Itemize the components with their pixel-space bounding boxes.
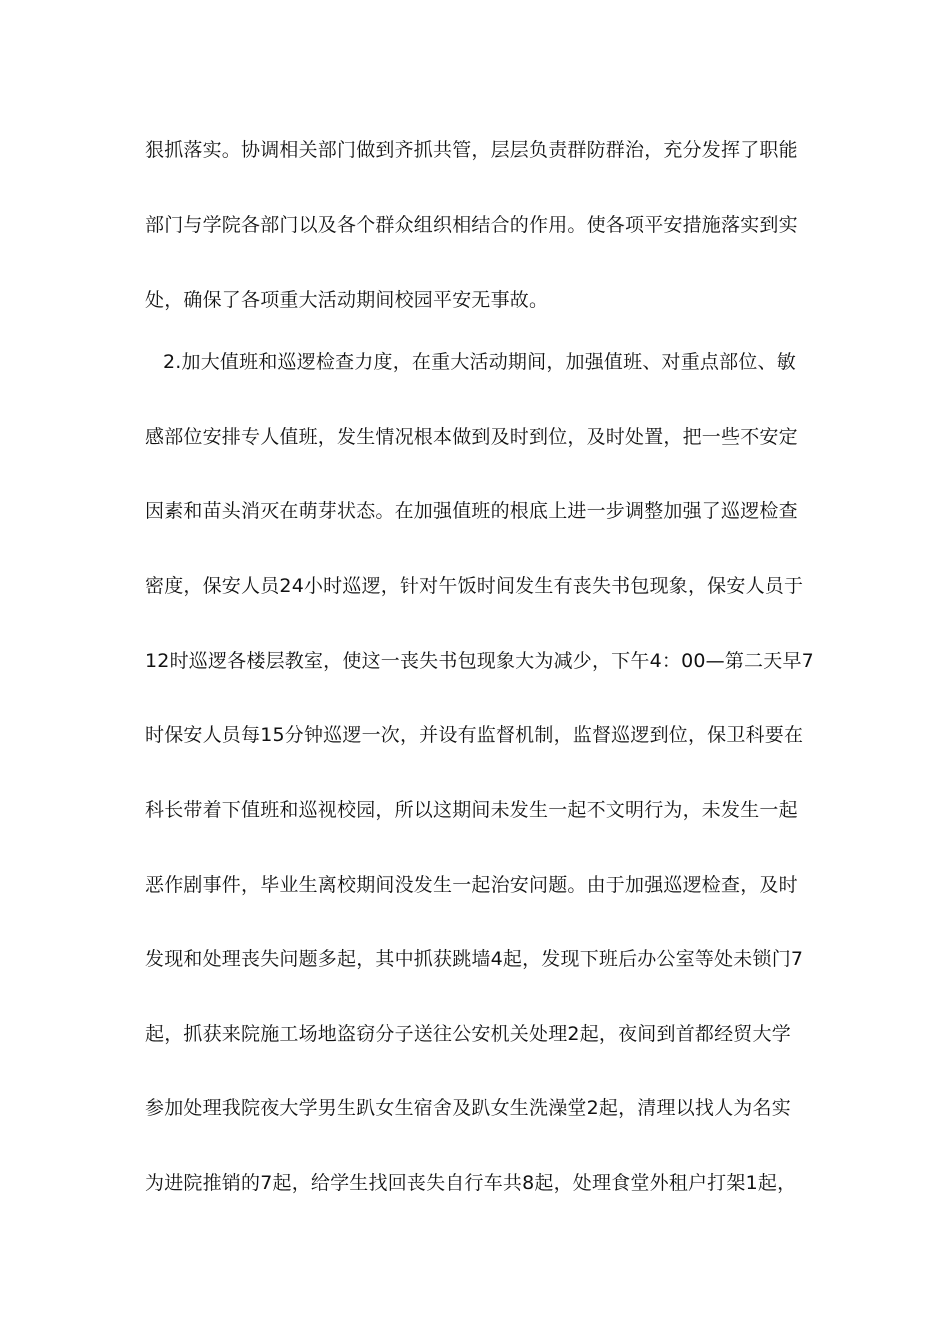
text-line: 为进院推销的7起，给学生找回丧失自行车共8起，处理食堂外租户打架1起， <box>145 1172 797 1194</box>
text-line: 12时巡逻各楼层教室，使这一丧失书包现象大为减少，下午4：00—第二天早7 <box>145 650 814 672</box>
text-line: 密度，保安人员24小时巡逻，针对午饭时间发生有丧失书包现象，保安人员于 <box>145 575 804 597</box>
text-line: 发现和处理丧失问题多起，其中抓获跳墙4起，发现下班后办公室等处未锁门7 <box>145 948 804 970</box>
text-line: 部门与学院各部门以及各个群众组织相结合的作用。使各项平安措施落实到实 <box>145 214 798 236</box>
text-line: 2.加大值班和巡逻检查力度，在重大活动期间，加强值班、对重点部位、敏 <box>163 351 796 373</box>
text-line: 处，确保了各项重大活动期间校园平安无事故。 <box>145 289 549 311</box>
text-line: 恶作剧事件，毕业生离校期间没发生一起治安问题。由于加强巡逻检查，及时 <box>145 874 798 896</box>
text-line: 因素和苗头消灭在萌芽状态。在加强值班的根底上进一步调整加强了巡逻检查 <box>145 500 798 522</box>
text-line: 时保安人员每15分钟巡逻一次，并设有监督机制，监督巡逻到位，保卫科要在 <box>145 724 804 746</box>
text-line: 感部位安排专人值班，发生情况根本做到及时到位，及时处置，把一些不安定 <box>145 426 798 448</box>
text-line: 起，抓获来院施工场地盗窃分子送往公安机关处理2起，夜间到首都经贸大学 <box>145 1023 791 1045</box>
text-line: 科长带着下值班和巡视校园，所以这期间未发生一起不文明行为，未发生一起 <box>145 799 798 821</box>
text-line: 狠抓落实。协调相关部门做到齐抓共管，层层负责群防群治，充分发挥了职能 <box>145 139 798 161</box>
text-line: 参加处理我院夜大学男生趴女生宿舍及趴女生洗澡堂2起，清理以找人为名实 <box>145 1097 791 1119</box>
